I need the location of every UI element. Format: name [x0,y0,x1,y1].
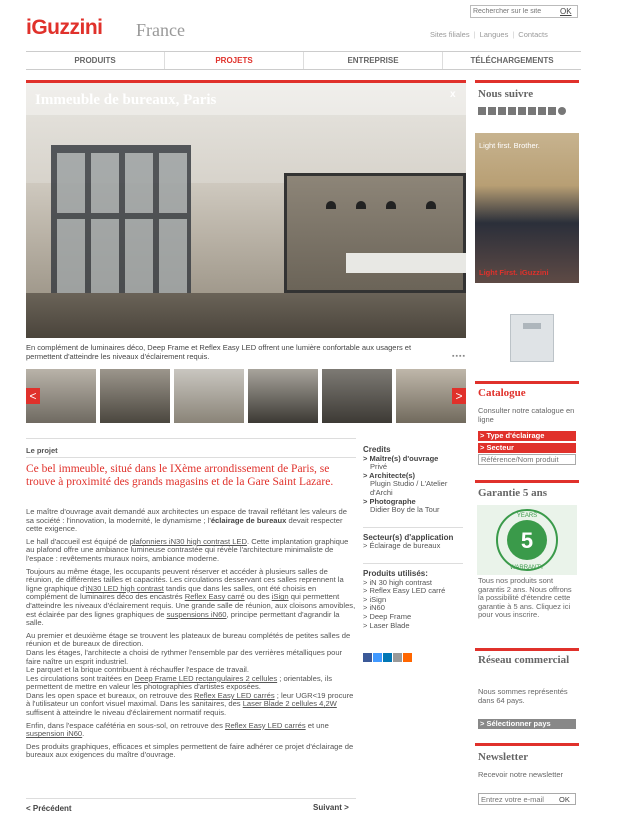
newsletter-title: Newsletter [478,751,529,763]
thumbnail[interactable] [248,369,318,423]
hero-window [51,145,191,315]
paragraph: Dans les open space et bureaux, on retrouve des Reflex Easy LED carrés ; leur UGR<19 procure à l'utilisateur un confort visuel maximal. Dans les sanitaires, des Laser Blade 2 cellules 4,2W suffisent à atteindre le niveau d'éclairement normatif requis. [26,690,354,718]
hero-desk [346,253,466,273]
catalogue-title: Catalogue [478,387,526,399]
facebook-icon[interactable] [478,107,486,115]
tab-produits[interactable]: PRODUITS [26,52,165,69]
link-sites-filiales[interactable]: Sites filiales [430,30,470,39]
hero-glass-wall [284,173,466,293]
country-label: France [136,20,185,40]
hero-caption: En complément de luminaires déco, Deep Frame et Reflex Easy LED offrent une lumière confortable aux usagers et permettent d'atteindre les niveaux d'éclairement requis. [26,343,412,361]
rss-icon[interactable] [548,107,556,115]
product-item[interactable]: > Reflex Easy LED carré [363,586,446,596]
follow-icons [478,107,566,115]
tab-projets[interactable]: PROJETS [165,52,304,69]
youtube-icon[interactable] [518,107,526,115]
newsletter-ok-button[interactable]: OK [559,794,570,804]
accent-bar [475,480,579,483]
select-country-button[interactable]: > Sélectionner pays [478,719,576,729]
warranty-text[interactable]: Tous nos produits sont garantis 2 ans. Nous offrons la possibilité d'étendre cette garantie à 5 ans. Cliquez ici pour vous inscrire. [478,576,572,620]
search-input[interactable] [471,6,559,17]
instagram-icon[interactable] [498,107,506,115]
paragraph: Toujours au même étage, les occupants peuvent réserver et accéder à plusieurs salles de réunion, de différentes tailles et capacités. Les circulations desservant ces salles reprennent la ligne graphique d'iN30 LED high contrast tandis que dans les salles, ont été choisis en complément de luminaires déco des encastrés Reflex Easy carré ou des iSign qui permettent d'atteindre les niveaux d'éclairement requis. Une grande salle de réunion, aux cloisons amovibles, est éclairée par des lignes graphiques de suspensions iN60, principe permettant d'agrandir la salle. [26,566,356,628]
warranty-label: WARRANTY [509,565,545,571]
pendant-lamp [386,201,396,209]
product-item[interactable]: > Deep Frame [363,611,412,621]
tab-telechargements[interactable]: TÉLÉCHARGEMENTS [470,56,554,65]
warranty-years-label: YEARS [516,513,538,519]
main-nav [26,51,581,70]
accent-bar [475,381,579,384]
product-item[interactable]: > iSign [363,594,387,604]
vimeo-icon[interactable] [528,107,536,115]
divider [26,457,356,458]
hero-floor [26,293,466,338]
next-link[interactable]: Suivant > [313,803,349,812]
owner-value: Privé [370,462,388,472]
network-text: Nous sommes représentés dans 64 pays. [478,687,568,705]
product-item[interactable]: > iN60 [363,603,385,613]
photographer-value: Didier Boy de la Tour [370,505,440,515]
close-icon[interactable]: x [450,89,456,100]
product-reference-input[interactable] [478,454,576,465]
thumbnail[interactable] [100,369,170,423]
lead-text: Ce bel immeuble, situé dans le IXème arrondissement de Paris, se trouve à proximité des grands magasins et de la Gare Saint Lazare. [26,463,334,488]
paragraph: Le maître d'ouvrage avait demandé aux architectes un espace de travail reflétant les valeurs de sa société : l'innovation, la modernité, le dynamisme ; l'éclairage de bureaux devait respecter cette exigence. [26,507,347,534]
product-link[interactable]: iSign [271,592,289,602]
divider [26,798,356,799]
paragraph: Au premier et deuxième étage se trouvent les plateaux de bureau complétés de petites salles de réunion et de bureaux de direction. [26,630,351,649]
newsletter-form [478,793,576,805]
accent-bar [475,648,579,651]
accent-bar [475,80,579,83]
separator: | [512,30,515,39]
products-title: Produits utilisés: [363,568,428,578]
sector-button[interactable]: > Secteur [478,443,576,453]
pendant-lamp [356,201,366,209]
facebook-icon[interactable] [363,653,372,662]
sector-value[interactable]: > Éclairage de bureaux [363,541,441,551]
credits-panel [363,446,463,630]
product-link[interactable]: Reflex Easy carré [184,592,245,602]
sector-title: Secteur(s) d'application [363,532,454,542]
paragraph: Des produits graphiques, efficaces et simples permettent de faire adhérer ce projet d'éclairage de bureaux aux exigences du maître d'ouvrage. [26,741,354,760]
link-contacts[interactable]: Contacts [518,30,548,39]
shield-icon[interactable] [558,107,566,115]
product-link[interactable]: plafonniers iN30 high contrast LED [129,536,247,546]
ad-banner[interactable] [475,133,579,283]
product-link[interactable]: suspension iN60 [26,729,83,739]
warranty-title: Garantie 5 ans [478,487,548,499]
product-link[interactable]: suspensions iN60 [166,609,227,619]
paragraph: Les circulations sont traitées en Deep Frame LED rectangulaires 2 cellules ; orientables, ils permettent de mettre en valeur les photographies d'artistes exposées. [26,673,333,692]
hero-title: Immeuble de bureaux, Paris [35,92,217,108]
previous-link[interactable]: < Précédent [26,804,72,813]
product-link[interactable]: iN30 LED high contrast [85,583,164,593]
warranty-years: 5 [520,528,534,553]
ad-text: Light first. Brother. [479,141,540,150]
search-box [470,5,578,18]
newsletter-email-input[interactable] [479,794,559,804]
article-body [26,508,356,764]
ad-brand-text: Light First. iGuzzini [479,268,549,277]
twitter-icon[interactable] [373,653,382,662]
linkedin-icon[interactable] [383,653,392,662]
paragraph: Le hall d'accueil est équipé de plafonniers iN30 high contrast LED. Cette implantation graphique au plafond offre une ambiance lumineuse contrastée qui révèle l'architecture minimaliste de l'espace : revêtements muraux noirs, ambiance moderne. [26,536,349,563]
divider [26,438,356,439]
follow-title: Nous suivre [478,88,534,100]
thumbnail[interactable] [322,369,392,423]
section-label: Le projet [26,446,58,455]
pinterest-icon[interactable] [538,107,546,115]
product-item[interactable]: > Laser Blade [363,620,410,630]
architect-label: > Architecte(s) [363,470,416,480]
prev-arrow-icon[interactable]: < [26,388,40,404]
logo[interactable]: iGuzzini [26,16,103,39]
product-image[interactable] [510,314,554,362]
product-link[interactable]: Reflex Easy LED carrés [194,690,275,700]
email-icon[interactable] [393,653,402,662]
pendant-lamp [426,201,436,209]
architect-value: Plugin Studio / L'Atelier d'Archi [370,479,448,497]
paragraph: Dans les étages, l'architecte a choisi de rythmer l'ensemble par des verrières métalliques pour faire naître un esprit industriel. [26,647,343,666]
warranty-badge-icon [495,508,559,572]
warranty-badge[interactable] [477,505,577,575]
paragraph: Le parquet et la brique contribuent à réchauffer l'espace de travail. [26,665,249,675]
share-plus-icon[interactable] [403,653,412,662]
product-link[interactable]: Laser Blade 2 cellules 4,2W [242,699,337,709]
paragraph: Enfin, dans l'espace cafétéria en sous-sol, on retrouve des Reflex Easy LED carrés et une suspension iN60. [26,720,329,739]
pendant-lamp [326,201,336,209]
top-links [430,30,548,39]
gallery-dots[interactable]: ▪▪▪▪ [452,353,466,360]
photographer-label: > Photographe [363,496,416,506]
linkedin-icon[interactable] [508,107,516,115]
search-ok-button[interactable]: OK [560,7,572,16]
next-arrow-icon[interactable]: > [452,388,466,404]
link-langues[interactable]: Langues [479,30,509,39]
product-link[interactable]: Reflex Easy LED carrés [225,720,306,730]
hero-image [26,83,466,338]
catalogue-text: Consulter notre catalogue en ligne [478,406,575,424]
thumbnail[interactable] [174,369,244,423]
credits-title: Credits [363,445,391,454]
separator: | [473,30,476,39]
tab-entreprise[interactable]: ENTREPRISE [304,52,443,69]
accent-bar [475,743,579,746]
lighting-type-button[interactable]: > Type d'éclairage [478,431,576,441]
twitter-icon[interactable] [488,107,496,115]
product-link[interactable]: Deep Frame LED rectangulaires 2 cellules [134,673,278,683]
newsletter-text: Recevoir notre newsletter [478,770,564,779]
owner-label: > Maître(s) d'ouvrage [363,453,439,463]
product-item[interactable]: > iN 30 high contrast [363,577,432,587]
thumbnail-strip [26,369,466,423]
network-title: Réseau commercial [478,654,570,666]
share-icons [363,653,412,662]
